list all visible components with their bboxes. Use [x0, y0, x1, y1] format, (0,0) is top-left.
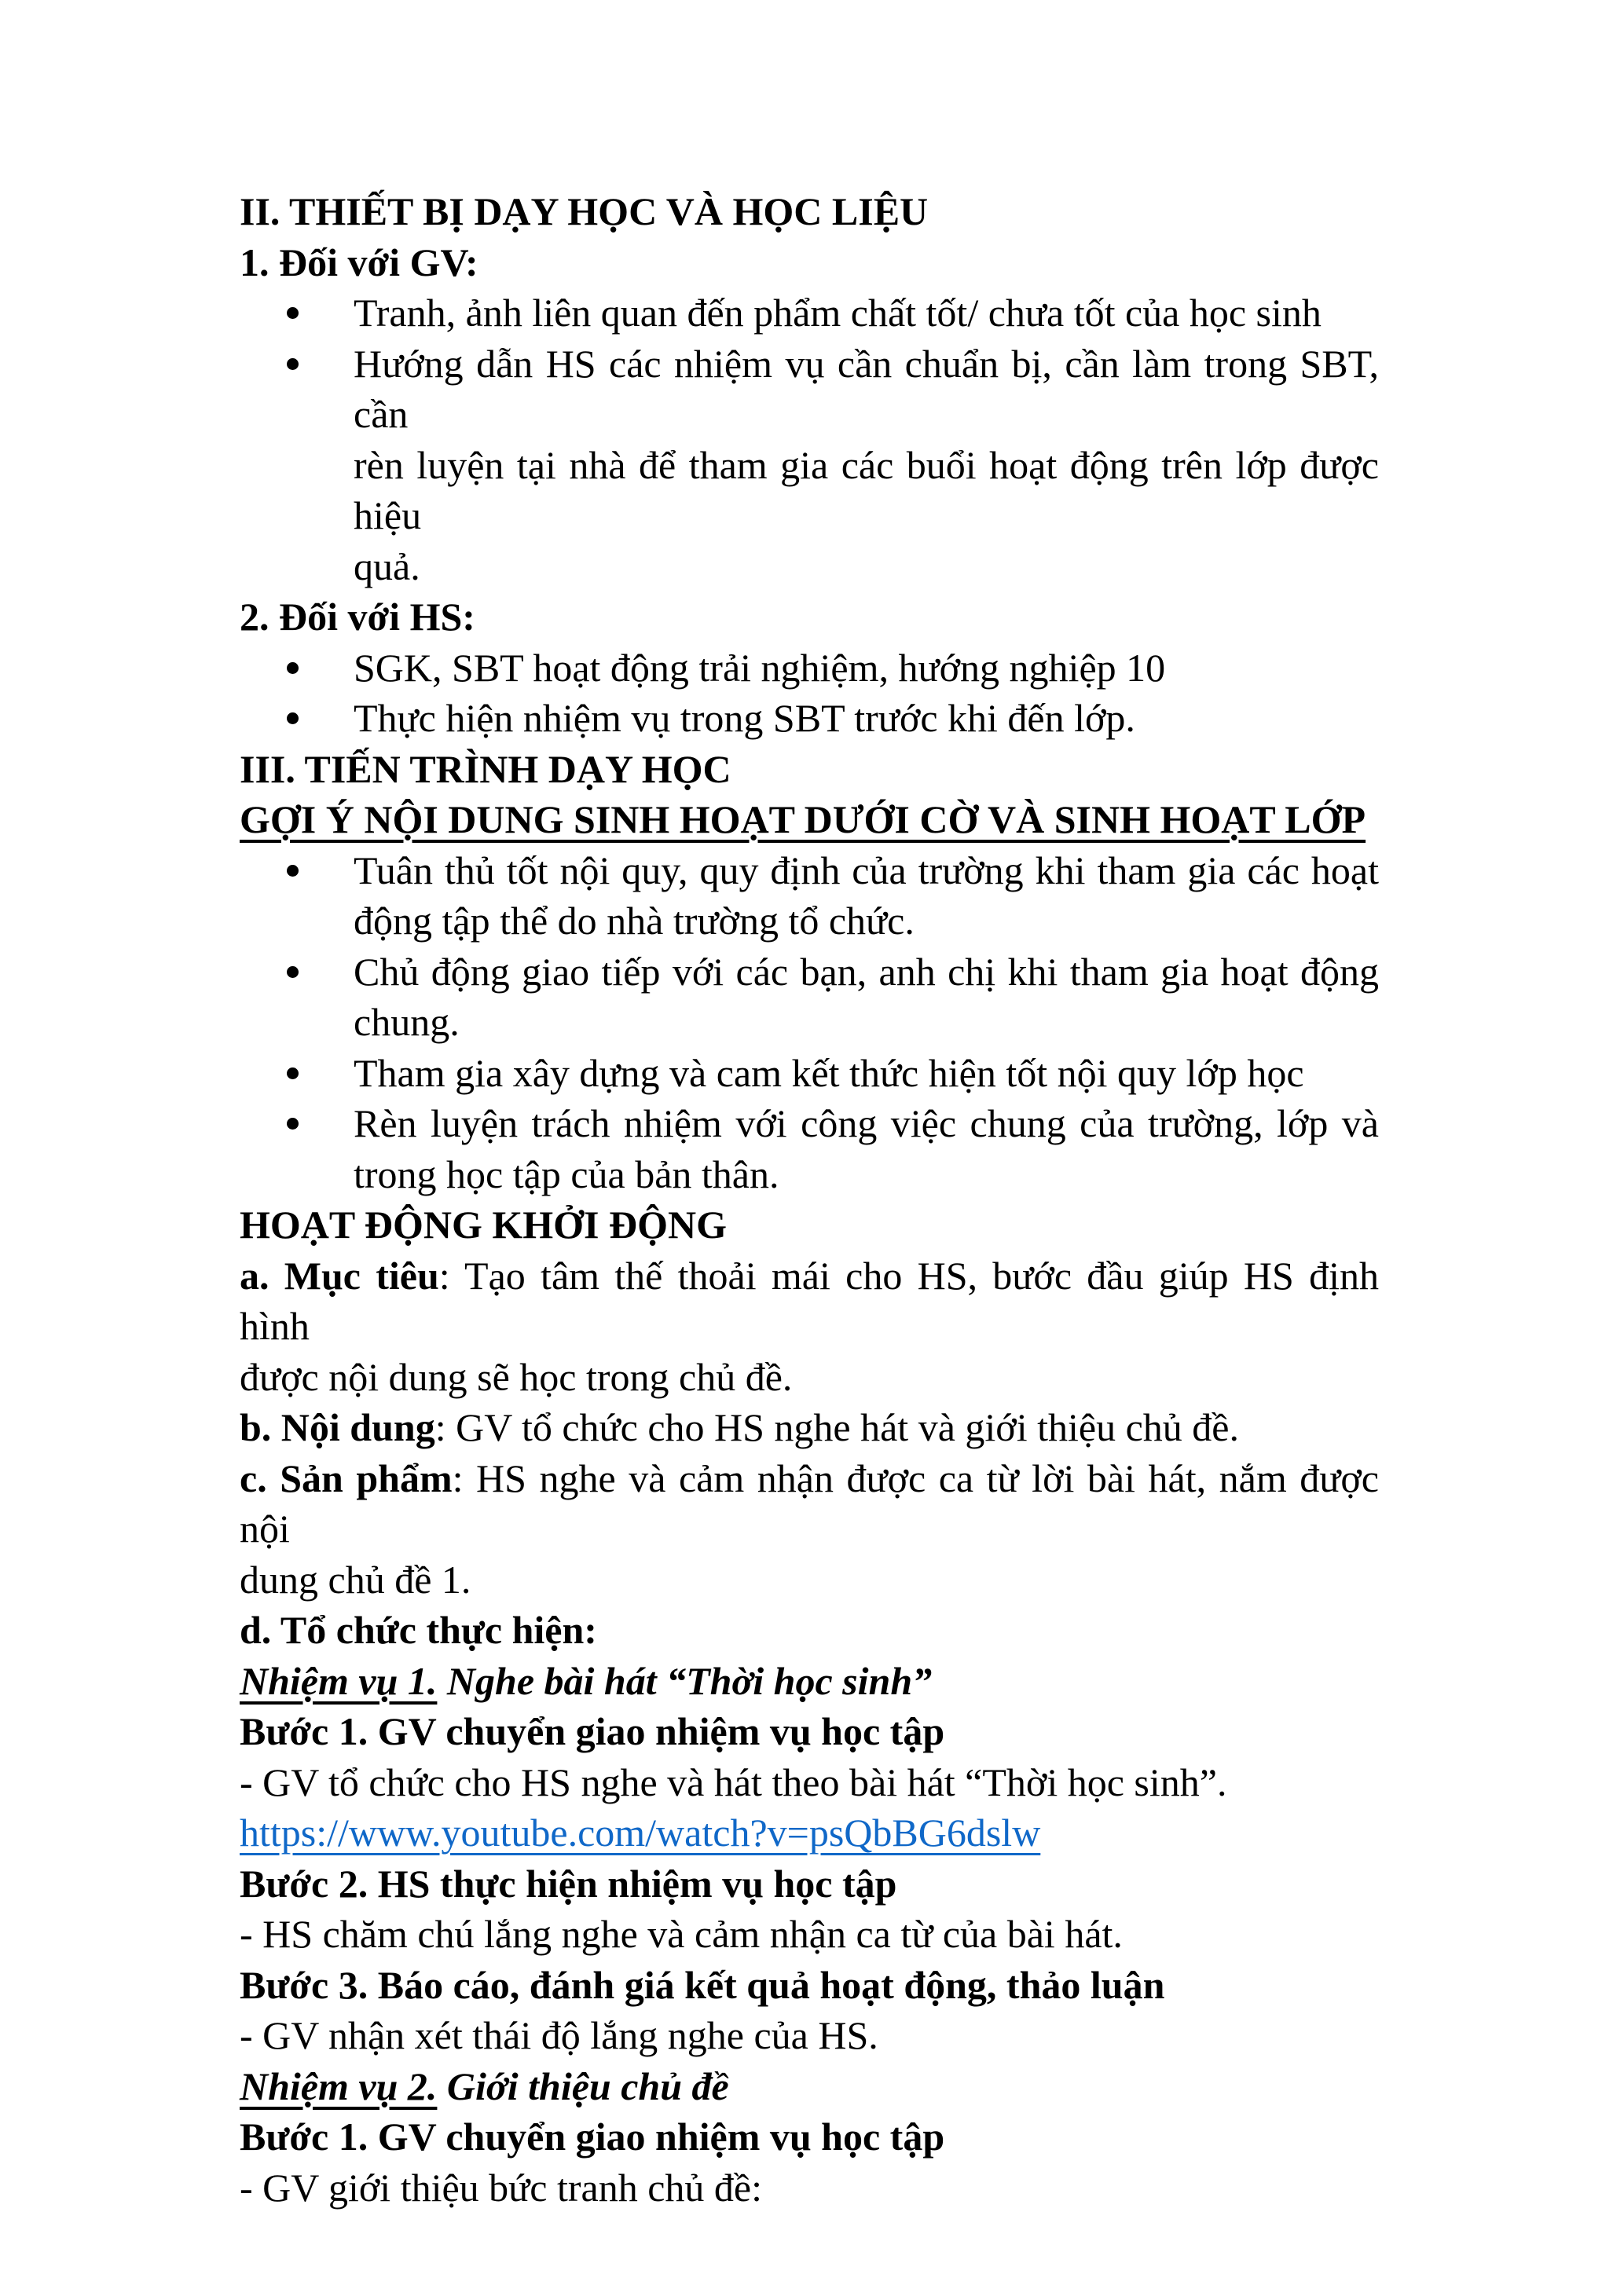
product-line — [240, 1453, 1379, 1554]
link-line — [240, 1807, 1379, 1858]
content-line — [240, 1402, 1379, 1453]
bullet-text: SGK, SBT hoạt động trải nghiệm, hướng nghiệp 10 — [354, 645, 1166, 690]
objective-line — [240, 1251, 1379, 1352]
bullet-icon — [287, 865, 299, 877]
hs-bullet-list — [240, 643, 1379, 744]
bullet-icon — [287, 358, 299, 370]
bullet-text-line: chung. — [354, 1000, 460, 1044]
organization-label: d. Tổ chức thực hiện: — [240, 1608, 597, 1652]
bullet-icon — [287, 1118, 299, 1130]
list-item — [240, 643, 1379, 694]
list-item — [240, 1048, 1379, 1099]
list-item — [240, 845, 1379, 947]
content-label: b. Nội dung — [240, 1405, 435, 1449]
task1-step-3-heading: Bước 3. Báo cáo, đánh giá kết quả hoạt động, thảo luận — [240, 1962, 1165, 2007]
task-2-title: Giới thiệu chủ đề — [437, 2063, 729, 2108]
bullet-text-line: Chủ động giao tiếp với các bạn, anh chị khi tham gia hoạt động — [354, 949, 1379, 994]
bullet-icon — [287, 1067, 299, 1079]
objective-line: được nội dung sẽ học trong chủ đề. — [240, 1354, 793, 1399]
bullet-text-line: Rèn luyện trách nhiệm với công việc chung của trường, lớp và — [354, 1101, 1379, 1145]
bullet-text: Thực hiện nhiệm vụ trong SBT trước khi đến lớp. — [354, 696, 1135, 740]
task-2-label: Nhiệm vụ 2. — [240, 2063, 438, 2108]
list-item — [240, 339, 1379, 592]
task-1-label: Nhiệm vụ 1. — [240, 1658, 438, 1703]
heading-equipment-section: II. THIẾT BỊ DẠY HỌC VÀ HỌC LIỆU — [240, 189, 929, 233]
bullet-text-line: Hướng dẫn HS các nhiệm vụ cần chuẩn bị, cần làm trong SBT, cần — [354, 341, 1379, 436]
bullet-text-line: Tuân thủ tốt nội quy, quy định của trường khi tham gia các hoạt — [354, 848, 1379, 892]
content-text: : GV tổ chức cho HS nghe hát và giới thiệu chủ đề. — [434, 1405, 1239, 1449]
task1-step-2-heading: Bước 2. HS thực hiện nhiệm vụ học tập — [240, 1861, 897, 1906]
task-2-heading — [240, 2061, 1379, 2112]
bullet-text-line: rèn luyện tại nhà để tham gia các buổi hoạt động trên lớp được hiệu — [354, 442, 1379, 537]
product-label: c. Sản phẩm — [240, 1456, 453, 1500]
task-1-title: Nghe bài hát “Thời học sinh” — [437, 1658, 933, 1703]
product-text: : HS nghe và cảm nhận được ca từ lời bài hát, nắm được nội — [240, 1456, 1379, 1551]
task2-step-1-heading: Bước 1. GV chuyển giao nhiệm vụ học tập — [240, 2115, 945, 2159]
task1-step-2-text: - HS chăm chú lắng nghe và cảm nhận ca từ của bài hát. — [240, 1912, 1123, 1956]
bullet-text: Tranh, ảnh liên quan đến phẩm chất tốt/ chưa tốt của học sinh — [354, 291, 1322, 335]
heading-for-gv: 1. Đối với GV: — [240, 240, 478, 284]
suggestion-bullet-list — [240, 845, 1379, 1200]
heading-warmup-activity: HOẠT ĐỘNG KHỞI ĐỘNG — [240, 1203, 727, 1247]
youtube-link[interactable]: https://www.youtube.com/watch?v=psQbBG6dslw — [240, 1811, 1041, 1855]
list-item — [240, 947, 1379, 1048]
heading-suggestion: GỢI Ý NỘI DUNG SINH HOẠT DƯỚI CỜ VÀ SINH HOẠT LỚP — [240, 797, 1366, 841]
bullet-icon — [287, 712, 299, 724]
bullet-text-line: trong học tập của bản thân. — [354, 1152, 779, 1196]
gv-bullet-list — [240, 287, 1379, 591]
bullet-icon — [287, 662, 299, 674]
task1-step-3-text: - GV nhận xét thái độ lắng nghe của HS. — [240, 2013, 878, 2057]
task-1-heading — [240, 1656, 1379, 1707]
bullet-text-line: quả. — [354, 544, 420, 588]
list-item — [240, 1098, 1379, 1199]
task2-step-1-text: - GV giới thiệu bức tranh chủ đề: — [240, 2165, 762, 2210]
list-item — [240, 693, 1379, 744]
objective-text: : Tạo tâm thế thoải mái cho HS, bước đầu giúp HS định hình — [240, 1253, 1380, 1348]
bullet-icon — [287, 307, 299, 319]
product-line: dung chủ đề 1. — [240, 1557, 471, 1602]
document-content — [240, 186, 1379, 2213]
bullet-icon — [287, 966, 299, 978]
task1-step-1-text: - GV tổ chức cho HS nghe và hát theo bài hát “Thời học sinh”. — [240, 1760, 1227, 1804]
bullet-text-line: động tập thể do nhà trường tổ chức. — [354, 899, 915, 943]
objective-label: a. Mục tiêu — [240, 1253, 439, 1298]
task1-step-1-heading: Bước 1. GV chuyển giao nhiệm vụ học tập — [240, 1709, 945, 1753]
bullet-text: Tham gia xây dựng và cam kết thức hiện tốt nội quy lớp học — [354, 1050, 1304, 1095]
heading-for-hs: 2. Đối với HS: — [240, 595, 475, 639]
heading-process-section: III. TIẾN TRÌNH DẠY HỌC — [240, 746, 731, 791]
list-item — [240, 287, 1379, 339]
